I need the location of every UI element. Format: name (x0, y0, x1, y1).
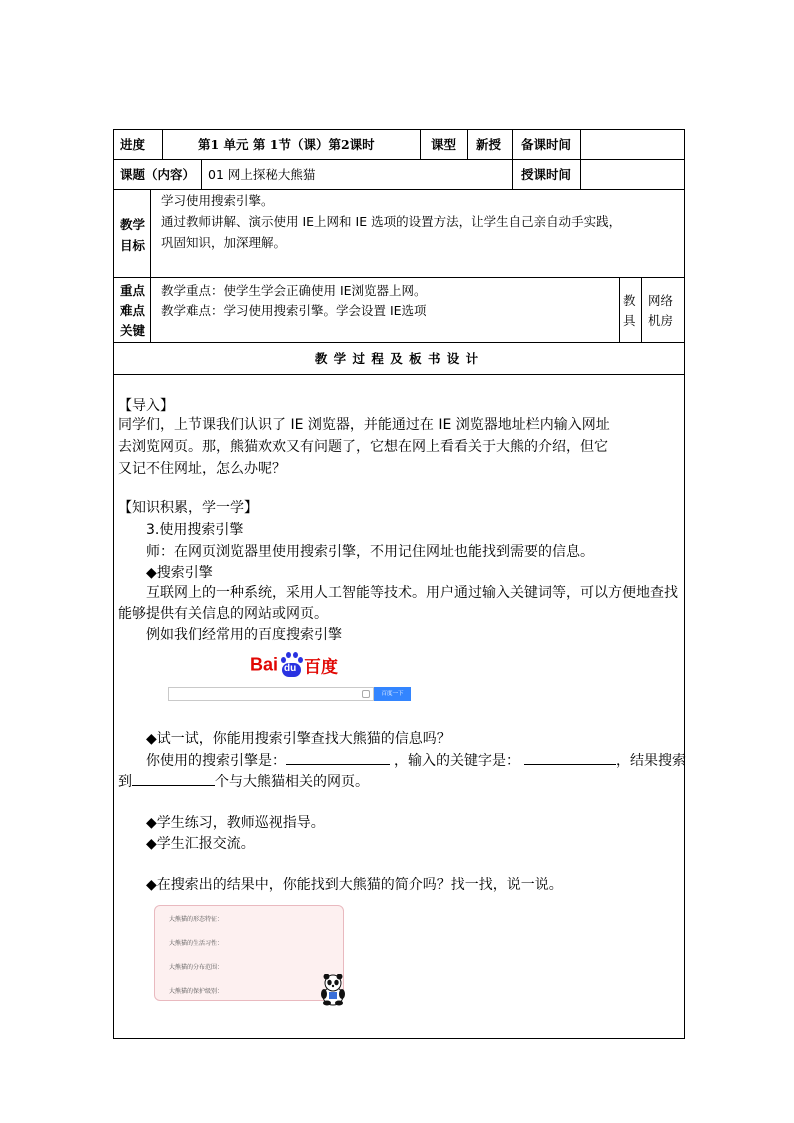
report-line: ◆学生汇报交流。 (146, 836, 255, 852)
card-row: 大熊猫的形态特征： (169, 916, 224, 923)
result-count-blank (132, 771, 215, 786)
objectives-label: 目标 (120, 238, 146, 253)
row-divider (113, 342, 685, 343)
col-divider (512, 129, 513, 190)
panda-icon (318, 974, 348, 1006)
try-line: ◆试一试，你能用搜索引擎查找大熊猫的信息吗？ (146, 731, 451, 747)
paw-icon (278, 652, 304, 678)
definition-line: 互联网上的一种系统，采用人工智能等技术。用户通过输入关键词等，可以方便地查找 (146, 585, 678, 601)
table-border-top (113, 129, 685, 130)
teaching-aid-label: 具 (623, 313, 636, 328)
bullet-search-engine: ◆搜索引擎 (146, 565, 213, 581)
search-engine-blank (286, 750, 390, 765)
fill-text: ，输入的关键字是： (394, 753, 520, 769)
objective-line: 学习使用搜索引擎。 (161, 193, 274, 208)
card-row: 大熊猫的分布范围： (169, 964, 224, 971)
teacher-line: 师：在网页浏览器里使用搜索引擎，不用记住网址也能找到需要的信息。 (146, 544, 594, 560)
camera-icon[interactable] (362, 690, 370, 698)
topic-label: 课题（内容） (120, 167, 196, 182)
table-border-right (684, 129, 685, 1039)
prep-time-label: 备课时间 (521, 137, 572, 152)
objective-line: 巩固知识，加深理解。 (161, 235, 287, 250)
col-divider (201, 159, 202, 190)
card-row: 大熊猫的保护级别： (169, 988, 224, 995)
progress-value: 第1 单元 第 1节（课）第2课时 (198, 137, 375, 152)
col-divider (150, 189, 151, 343)
fill-blank-line (146, 750, 686, 772)
baidu-logo-cn: 百度 (304, 657, 339, 678)
table-border-left (113, 129, 114, 1039)
fill-text: 你使用的搜索引擎是： (146, 753, 286, 769)
objectives-label: 教学 (120, 217, 146, 232)
baidu-logo-du: du (284, 663, 297, 674)
find-line: ◆在搜索出的结果中，你能找到大熊猫的简介吗？找一找，说一说。 (146, 877, 563, 893)
card-row: 大熊猫的生活习性： (169, 940, 224, 947)
teaching-aid-value: 网络 (648, 293, 674, 308)
row-divider (113, 374, 685, 375)
intro-line: 同学们，上节课我们认识了 IE 浏览器，并能通过在 IE 浏览器地址栏内输入网址 (118, 417, 610, 433)
progress-label: 进度 (120, 137, 146, 152)
lesson-type-label: 课型 (431, 137, 457, 152)
objective-line: 通过教师讲解、演示使用 IE上网和 IE 选项的设置方法，让学生自己亲自动手实践， (161, 214, 622, 229)
teaching-difficulty: 教学难点：学习使用搜索引擎。学会设置 IE选项 (161, 303, 427, 318)
fill-text: ，结果搜索 (616, 753, 686, 769)
lesson-type-value: 新授 (476, 137, 502, 152)
baidu-search-button[interactable]: 百度一下 (374, 687, 411, 701)
teaching-aid-value: 机房 (648, 313, 674, 328)
row-divider (113, 277, 685, 278)
baidu-search-input[interactable] (168, 687, 374, 701)
table-border-bottom (113, 1038, 685, 1039)
col-divider (467, 129, 468, 160)
keyword-blank (524, 750, 616, 765)
baidu-logo-bai: Bai (250, 654, 279, 675)
key-points-label: 难点 (120, 303, 146, 318)
fill-text: 个与大熊猫相关的网页。 (215, 774, 369, 790)
teach-time-label: 授课时间 (521, 167, 572, 182)
panda-info-card (154, 905, 344, 1001)
intro-line: 又记不住网址，怎么办呢？ (118, 461, 286, 477)
process-title: 教 学 过 程 及 板 书 设 计 (314, 351, 480, 366)
row-divider (113, 159, 685, 160)
topic-value: 01 网上探秘大熊猫 (208, 167, 316, 182)
key-points-label: 关键 (120, 323, 146, 338)
row-divider (113, 189, 685, 190)
intro-heading: 【导入】 (118, 398, 174, 414)
knowledge-heading: 【知识积累，学一学】 (118, 500, 258, 516)
col-divider (641, 277, 642, 343)
teaching-aid-label: 教 (623, 293, 636, 308)
fill-blank-line (118, 771, 369, 793)
intro-line: 去浏览网页。那，熊猫欢欢又有问题了，它想在网上看看关于大熊的介绍，但它 (118, 439, 608, 455)
col-divider (420, 129, 421, 160)
practice-line: ◆学生练习，教师巡视指导。 (146, 815, 325, 831)
section-title: 3.使用搜索引擎 (146, 522, 244, 538)
teaching-focus: 教学重点：使学生学会正确使用 IE浏览器上网。 (161, 283, 427, 298)
col-divider (580, 129, 581, 190)
key-points-label: 重点 (120, 283, 146, 298)
definition-line: 能够提供有关信息的网站或网页。 (118, 606, 328, 622)
fill-text: 到 (118, 774, 132, 790)
example-line: 例如我们经常用的百度搜索引擎 (146, 627, 342, 643)
baidu-logo (250, 652, 338, 680)
col-divider (619, 277, 620, 343)
col-divider (162, 129, 163, 160)
